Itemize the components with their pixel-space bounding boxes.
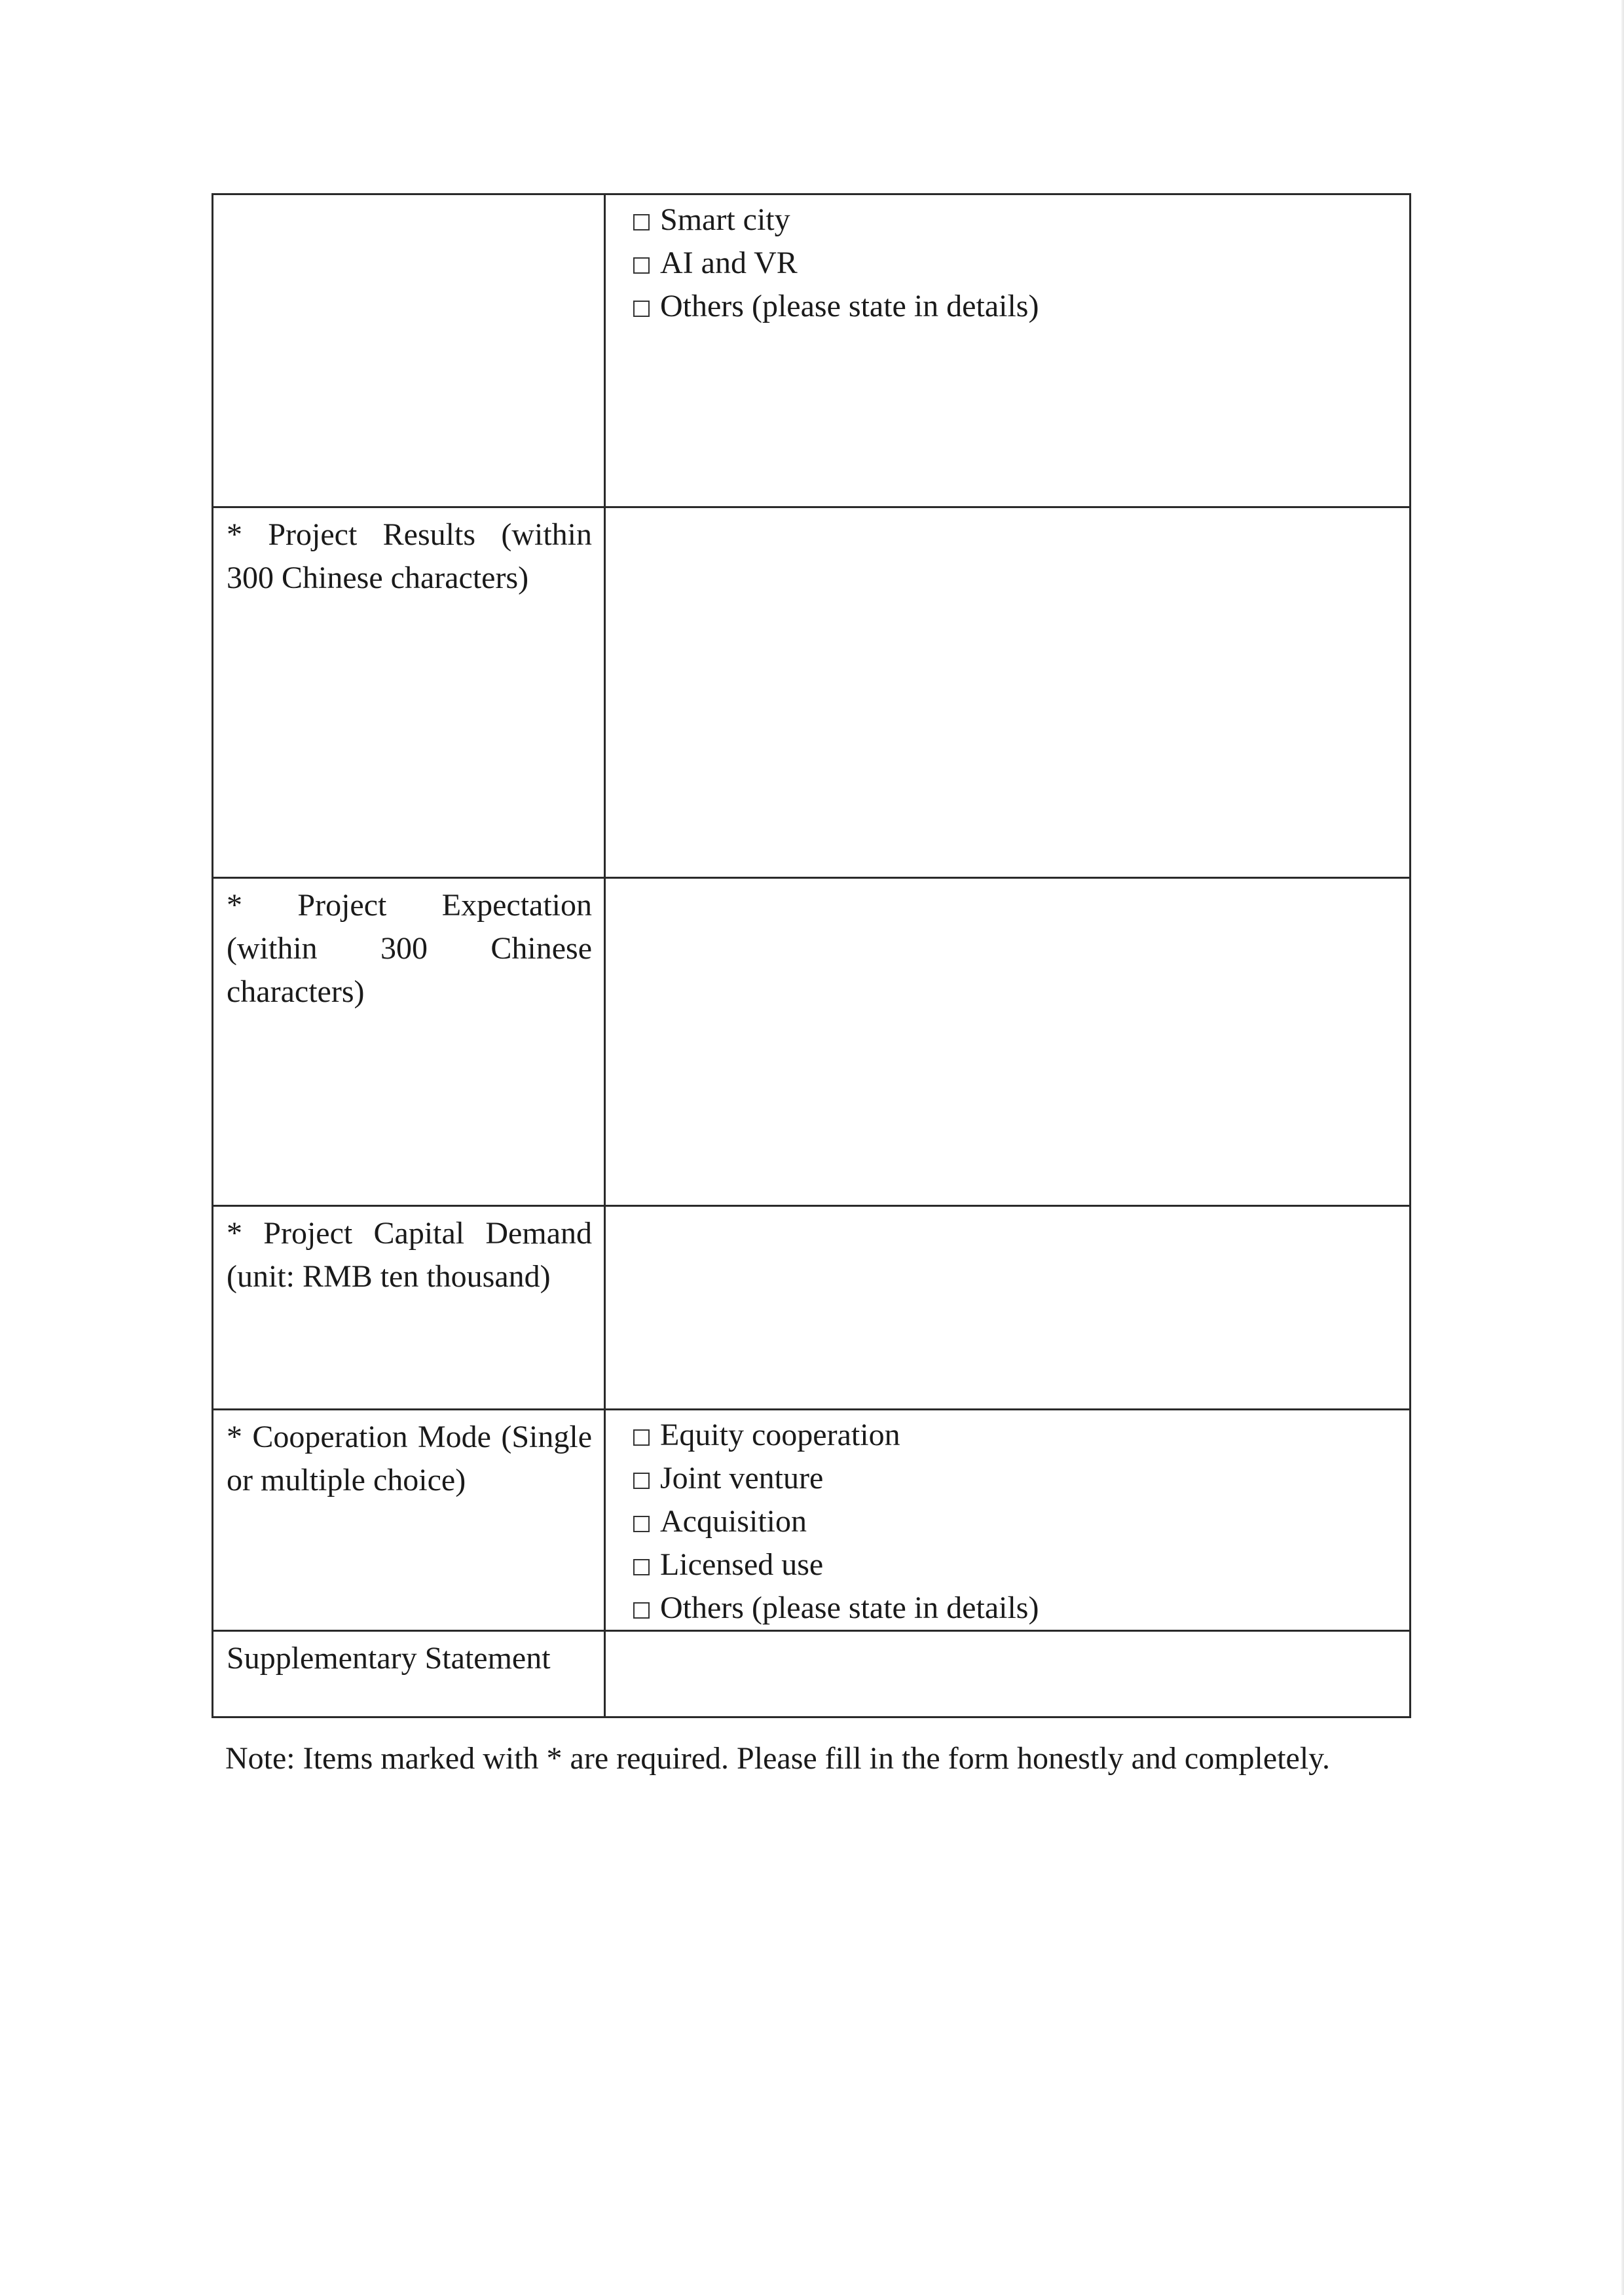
checkbox-icon[interactable] — [633, 1602, 650, 1619]
cooperation-mode-options — [633, 1414, 1396, 1630]
table-row — [213, 1631, 1411, 1717]
option-acquisition[interactable] — [633, 1500, 1396, 1543]
table-row — [213, 1410, 1411, 1631]
cooperation-mode-options-cell — [605, 1410, 1411, 1631]
option-label: Others (please state in details) — [660, 289, 1039, 323]
checkbox-icon[interactable] — [633, 1429, 650, 1446]
checkbox-icon[interactable] — [633, 257, 650, 274]
supplementary-statement-label-cell — [213, 1631, 605, 1717]
project-expectation-label: * Project Expectation (within 300 Chinese characters) — [227, 888, 592, 1009]
supplementary-statement-label: Supplementary Statement — [227, 1641, 551, 1676]
option-label: Licensed use — [660, 1547, 824, 1582]
checkbox-icon[interactable] — [633, 214, 650, 230]
industry-label-cell — [213, 194, 605, 507]
table-row — [213, 507, 1411, 878]
table-row — [213, 1206, 1411, 1410]
option-others-cooperation[interactable] — [633, 1587, 1396, 1630]
option-label: Others (please state in details) — [660, 1590, 1039, 1625]
option-label: Joint venture — [660, 1461, 824, 1496]
capital-demand-label-cell — [213, 1206, 605, 1410]
option-label: Acquisition — [660, 1504, 807, 1539]
table-row — [213, 194, 1411, 507]
option-label: Equity cooperation — [660, 1418, 900, 1452]
project-results-label-cell — [213, 507, 605, 878]
page-edge — [1621, 0, 1624, 2295]
option-label: AI and VR — [660, 246, 798, 280]
checkbox-icon[interactable] — [633, 1473, 650, 1489]
option-ai-vr[interactable] — [633, 242, 1396, 285]
checkbox-icon[interactable] — [633, 1559, 650, 1575]
option-others-industry[interactable] — [633, 285, 1396, 328]
industry-options — [633, 198, 1396, 328]
cooperation-mode-label-cell — [213, 1410, 605, 1631]
option-label: Smart city — [660, 202, 790, 237]
option-equity-cooperation[interactable] — [633, 1414, 1396, 1457]
table-row — [213, 878, 1411, 1206]
option-smart-city[interactable] — [633, 198, 1396, 242]
industry-options-cell — [605, 194, 1411, 507]
required-fields-note: Note: Items marked with * are required. Please fill in the form honestly and completely. — [225, 1741, 1331, 1776]
project-expectation-label-cell — [213, 878, 605, 1206]
capital-demand-field[interactable] — [605, 1206, 1411, 1410]
option-licensed-use[interactable] — [633, 1543, 1396, 1587]
option-joint-venture[interactable] — [633, 1457, 1396, 1500]
project-results-field[interactable] — [605, 507, 1411, 878]
capital-demand-label: * Project Capital Demand (unit: RMB ten thousand) — [227, 1216, 592, 1294]
checkbox-icon[interactable] — [633, 301, 650, 317]
project-form-table — [212, 193, 1411, 1718]
project-results-label: * Project Results (within 300 Chinese characters) — [227, 517, 592, 595]
cooperation-mode-label: * Cooperation Mode (Single or multiple choice) — [227, 1420, 592, 1497]
checkbox-icon[interactable] — [633, 1516, 650, 1532]
project-expectation-field[interactable] — [605, 878, 1411, 1206]
supplementary-statement-field[interactable] — [605, 1631, 1411, 1717]
